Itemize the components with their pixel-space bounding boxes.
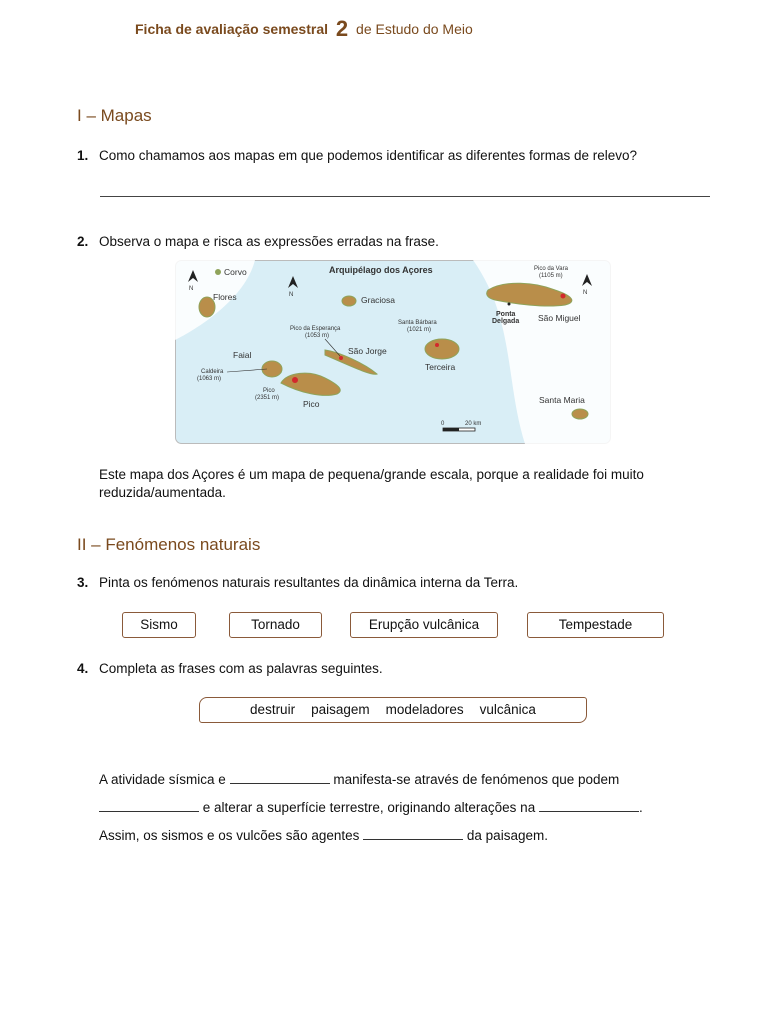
label-ponta: Ponta (496, 311, 516, 318)
ponta-delgada-marker (508, 303, 511, 306)
label-pico-esperanca: Pico da Esperança (290, 326, 341, 332)
label-sao-jorge: São Jorge (348, 346, 387, 356)
completion-l1a: A atividade sísmica e (99, 772, 226, 787)
label-santa-maria: Santa Maria (539, 395, 585, 405)
label-sao-miguel: São Miguel (538, 313, 581, 323)
island-terceira (425, 339, 459, 359)
island-corvo (215, 269, 221, 275)
map-statement (99, 466, 719, 502)
label-pico-esperanca-alt: (1053 m) (305, 333, 330, 339)
word-vulcanica: vulcânica (479, 702, 536, 717)
blank-2[interactable] (99, 799, 199, 812)
option-sismo[interactable]: Sismo (122, 612, 196, 638)
blank-4[interactable] (363, 827, 463, 840)
map-statement-line-2[interactable]: reduzida/aumentada. (99, 485, 226, 500)
label-pico-island: Pico (303, 399, 320, 409)
blank-1[interactable] (230, 771, 330, 784)
island-santa-maria (572, 409, 588, 419)
question-4-text: Completa as frases com as palavras seguintes. (99, 661, 383, 676)
north-label-2: N (289, 292, 294, 298)
completion-line-2 (99, 794, 699, 822)
label-santa-barbara-alt: (1021 m) (407, 327, 432, 333)
word-modeladores: modeladores (385, 702, 464, 717)
question-2-number: 2. (77, 234, 89, 249)
scale-bar-segment (443, 428, 459, 431)
label-faial: Faial (233, 350, 252, 360)
north-label-3: N (583, 290, 588, 296)
header-title: Ficha de avaliação semestral (135, 21, 328, 37)
header-number: 2 (335, 16, 349, 41)
option-tornado[interactable]: Tornado (229, 612, 322, 638)
completion-text (99, 766, 699, 850)
completion-l3a: Assim, os sismos e os vulcões são agentes (99, 828, 360, 843)
answer-line-1[interactable] (100, 196, 710, 197)
question-3-text: Pinta os fenómenos naturais resultantes da dinâmica interna da Terra. (99, 575, 519, 590)
label-terceira: Terceira (425, 362, 456, 372)
peak-pico-marker (292, 377, 298, 383)
question-1-text: Como chamamos aos mapas em que podemos identificar as diferentes formas de relevo? (99, 148, 638, 163)
label-delgada: Delgada (492, 318, 520, 325)
question-4 (77, 661, 383, 676)
section-1-title: I – Mapas (77, 106, 152, 125)
label-caldeira-alt: (1063 m) (197, 376, 222, 382)
map-statement-line-1[interactable]: Este mapa dos Açores é um mapa de pequena/grande escala, porque a realidade foi muito (99, 467, 644, 482)
peak-esperanca-marker (339, 356, 343, 360)
peak-santa-barbara-marker (435, 343, 439, 347)
label-caldeira: Caldeira (201, 369, 224, 375)
question-2-text: Observa o mapa e risca as expressões erradas na frase. (99, 234, 439, 249)
word-bank (199, 697, 587, 723)
completion-l1b: manifesta-se através de fenómenos que podem (333, 772, 620, 787)
label-pico-vara-alt: (1105 m) (539, 273, 563, 279)
word-paisagem: paisagem (311, 702, 370, 717)
peak-vara-marker (561, 294, 566, 299)
completion-l2a: e alterar a superfície terrestre, originando alterações na (202, 800, 536, 815)
azores-map (175, 260, 611, 444)
blank-3[interactable] (539, 799, 639, 812)
question-3 (77, 575, 518, 590)
north-label-1: N (189, 286, 194, 292)
question-1 (77, 148, 637, 163)
question-1-number: 1. (77, 148, 89, 163)
label-graciosa: Graciosa (361, 295, 396, 305)
scale-km-label: 20 km (465, 421, 482, 427)
label-pico-summit: Pico (263, 388, 275, 394)
section-2-title: II – Fenómenos naturais (77, 535, 261, 554)
label-corvo: Corvo (224, 267, 247, 277)
option-erupcao-vulcanica[interactable]: Erupção vulcânica (350, 612, 498, 638)
label-pico-summit-alt: (2351 m) (255, 395, 280, 401)
question-4-number: 4. (77, 661, 89, 676)
question-3-number: 3. (77, 575, 89, 590)
label-flores: Flores (213, 292, 237, 302)
label-pico-vara: Pico da Vara (534, 266, 568, 272)
page-header (135, 14, 473, 40)
completion-line-1 (99, 766, 699, 794)
scale-zero-label: 0 (441, 421, 445, 427)
question-2 (77, 234, 439, 249)
map-title: Arquipélago dos Açores (329, 265, 433, 275)
completion-l3b: da paisagem. (466, 828, 548, 843)
island-graciosa (342, 296, 356, 306)
header-subtitle: de Estudo do Meio (356, 21, 473, 37)
completion-l2b: . (638, 800, 643, 815)
word-destruir: destruir (250, 702, 296, 717)
completion-line-3 (99, 822, 699, 850)
option-tempestade[interactable]: Tempestade (527, 612, 664, 638)
label-santa-barbara: Santa Bárbara (398, 320, 437, 326)
